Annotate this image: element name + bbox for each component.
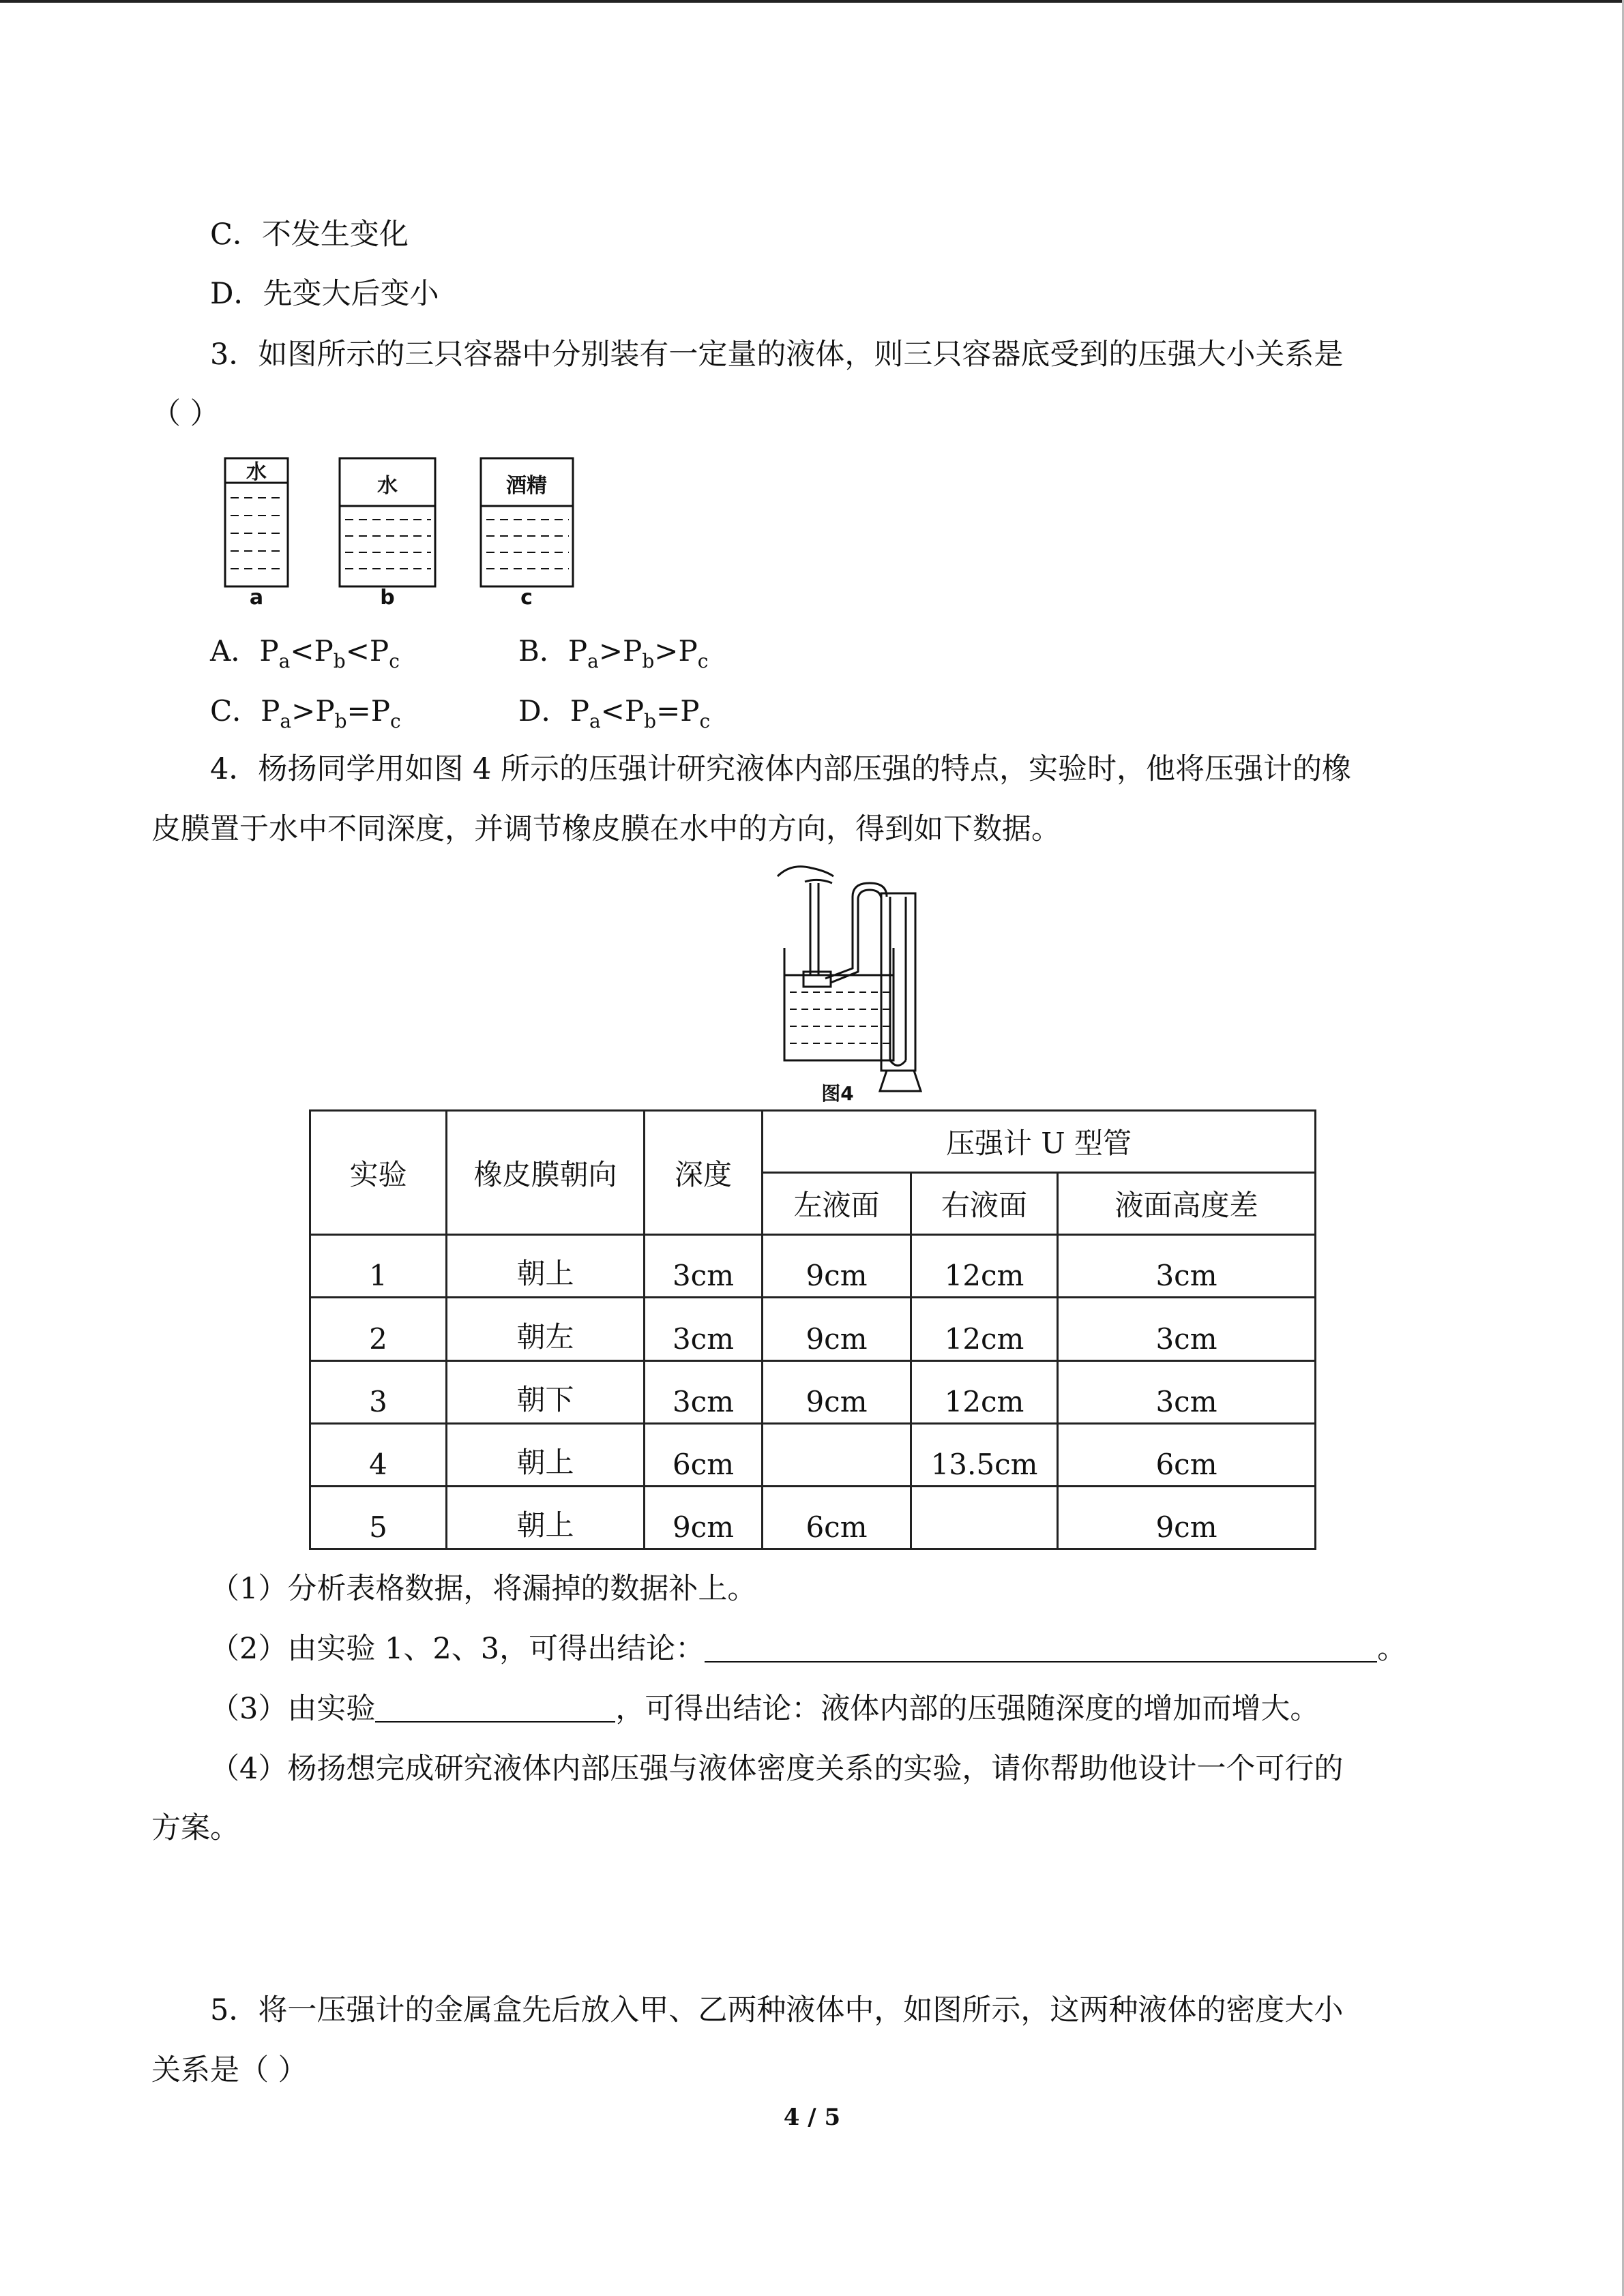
table-row: [310, 1423, 1316, 1486]
cell-depth: 3cm: [645, 1360, 763, 1423]
q2-option-c: C．不发生变化: [210, 218, 409, 252]
q3-option-c: C．$P_a>P_b=P_c$: [210, 694, 401, 732]
cell-right: 13.5cm: [911, 1423, 1058, 1486]
table-row: [310, 1360, 1316, 1423]
cell-depth: 3cm: [645, 1235, 763, 1298]
q4-sub2-answer-blank[interactable]: [705, 1630, 1377, 1663]
cell-right: 12cm: [911, 1298, 1058, 1360]
th-level-diff: 液面高度差: [1058, 1173, 1316, 1235]
q4-stem-line1: 4．杨扬同学用如图 4 所示的压强计研究液体内部压强的特点，实验时，他将压强计的橡: [210, 752, 1352, 786]
cell-diff: 3cm: [1058, 1235, 1316, 1298]
q3-stem-line1: 3．如图所示的三只容器中分别装有一定量的液体，则三只容器底受到的压强大小关系是: [210, 338, 1344, 372]
q4-sub3-answer-blank[interactable]: [375, 1690, 615, 1723]
cell-exp: 1: [310, 1235, 447, 1298]
cell-exp: 5: [310, 1486, 447, 1549]
q4-pressure-gauge-figure: [757, 856, 948, 1105]
cell-depth: 9cm: [645, 1486, 763, 1549]
cell-diff: 3cm: [1058, 1360, 1316, 1423]
cell-exp: 4: [310, 1423, 447, 1486]
cell-depth: 6cm: [645, 1423, 763, 1486]
q5-stem-line2: 关系是（ ）: [151, 2053, 308, 2087]
q4-sub4-line1: （4）杨扬想完成研究液体内部压强与液体密度关系的实验，请你帮助他设计一个可行的: [210, 1752, 1344, 1786]
cell-direction: 朝上: [447, 1486, 645, 1549]
cell-exp: 3: [310, 1360, 447, 1423]
q4-sub3: （3）由实验 ，可得出结论：液体内部的压强随深度的增加而增大。: [210, 1688, 1319, 1729]
container-b-label: b: [380, 586, 395, 607]
page-number: 4 / 5: [783, 2104, 841, 2131]
cell-right: 12cm: [911, 1360, 1058, 1423]
table-row: [310, 1486, 1316, 1549]
q4-figure-caption: 图4: [821, 1082, 854, 1105]
cell-left: 6cm: [763, 1486, 911, 1549]
q3-stem-line2: （ ）: [151, 397, 220, 431]
q3-option-b: B．$P_a>P_b>P_c$: [518, 634, 709, 672]
cell-direction: 朝上: [447, 1423, 645, 1486]
cell-left-blank[interactable]: [763, 1423, 911, 1486]
th-u-tube-group: 压强计 U 型管: [763, 1111, 1316, 1173]
th-right-level: 右液面: [911, 1173, 1058, 1235]
container-a-liquid: 水: [246, 460, 267, 484]
th-experiment: 实验: [310, 1111, 447, 1235]
top-border: [0, 0, 1624, 3]
cell-right: 12cm: [911, 1235, 1058, 1298]
cell-diff: 9cm: [1058, 1486, 1316, 1549]
q3-option-a: A．$P_a<P_b<P_c$: [210, 634, 400, 672]
table-row: [310, 1298, 1316, 1360]
table-row: [310, 1235, 1316, 1298]
q2-option-d: D．先变大后变小: [210, 277, 439, 311]
q4-data-table: [309, 1109, 1316, 1550]
cell-direction: 朝上: [447, 1235, 645, 1298]
cell-direction: 朝左: [447, 1298, 645, 1360]
cell-right-blank[interactable]: [911, 1486, 1058, 1549]
cell-left: 9cm: [763, 1360, 911, 1423]
container-c-label: c: [520, 586, 533, 607]
cell-direction: 朝下: [447, 1360, 645, 1423]
container-a-label: a: [249, 586, 264, 607]
cell-exp: 2: [310, 1298, 447, 1360]
q4-sub1: （1）分析表格数据，将漏掉的数据补上。: [210, 1572, 757, 1606]
th-direction: 橡皮膜朝向: [447, 1111, 645, 1235]
q4-stem-line2: 皮膜置于水中不同深度，并调节橡皮膜在水中的方向，得到如下数据。: [151, 812, 1061, 846]
q4-sub4-line2: 方案。: [151, 1811, 239, 1845]
q5-stem-line1: 5．将一压强计的金属盒先后放入甲、乙两种液体中，如图所示，这两种液体的密度大小: [210, 1993, 1344, 2027]
cell-diff: 3cm: [1058, 1298, 1316, 1360]
container-c-liquid: 酒精: [506, 474, 547, 498]
cell-depth: 3cm: [645, 1298, 763, 1360]
container-b-liquid: 水: [377, 474, 398, 498]
th-depth: 深度: [645, 1111, 763, 1235]
cell-diff: 6cm: [1058, 1423, 1316, 1486]
q4-sub2: （2）由实验 1、2、3，可得出结论： 。: [210, 1628, 1406, 1669]
cell-left: 9cm: [763, 1298, 911, 1360]
cell-left: 9cm: [763, 1235, 911, 1298]
q3-containers-figure: [211, 443, 593, 607]
q3-option-d: D．$P_a<P_b=P_c$: [518, 694, 711, 732]
th-left-level: 左液面: [763, 1173, 911, 1235]
